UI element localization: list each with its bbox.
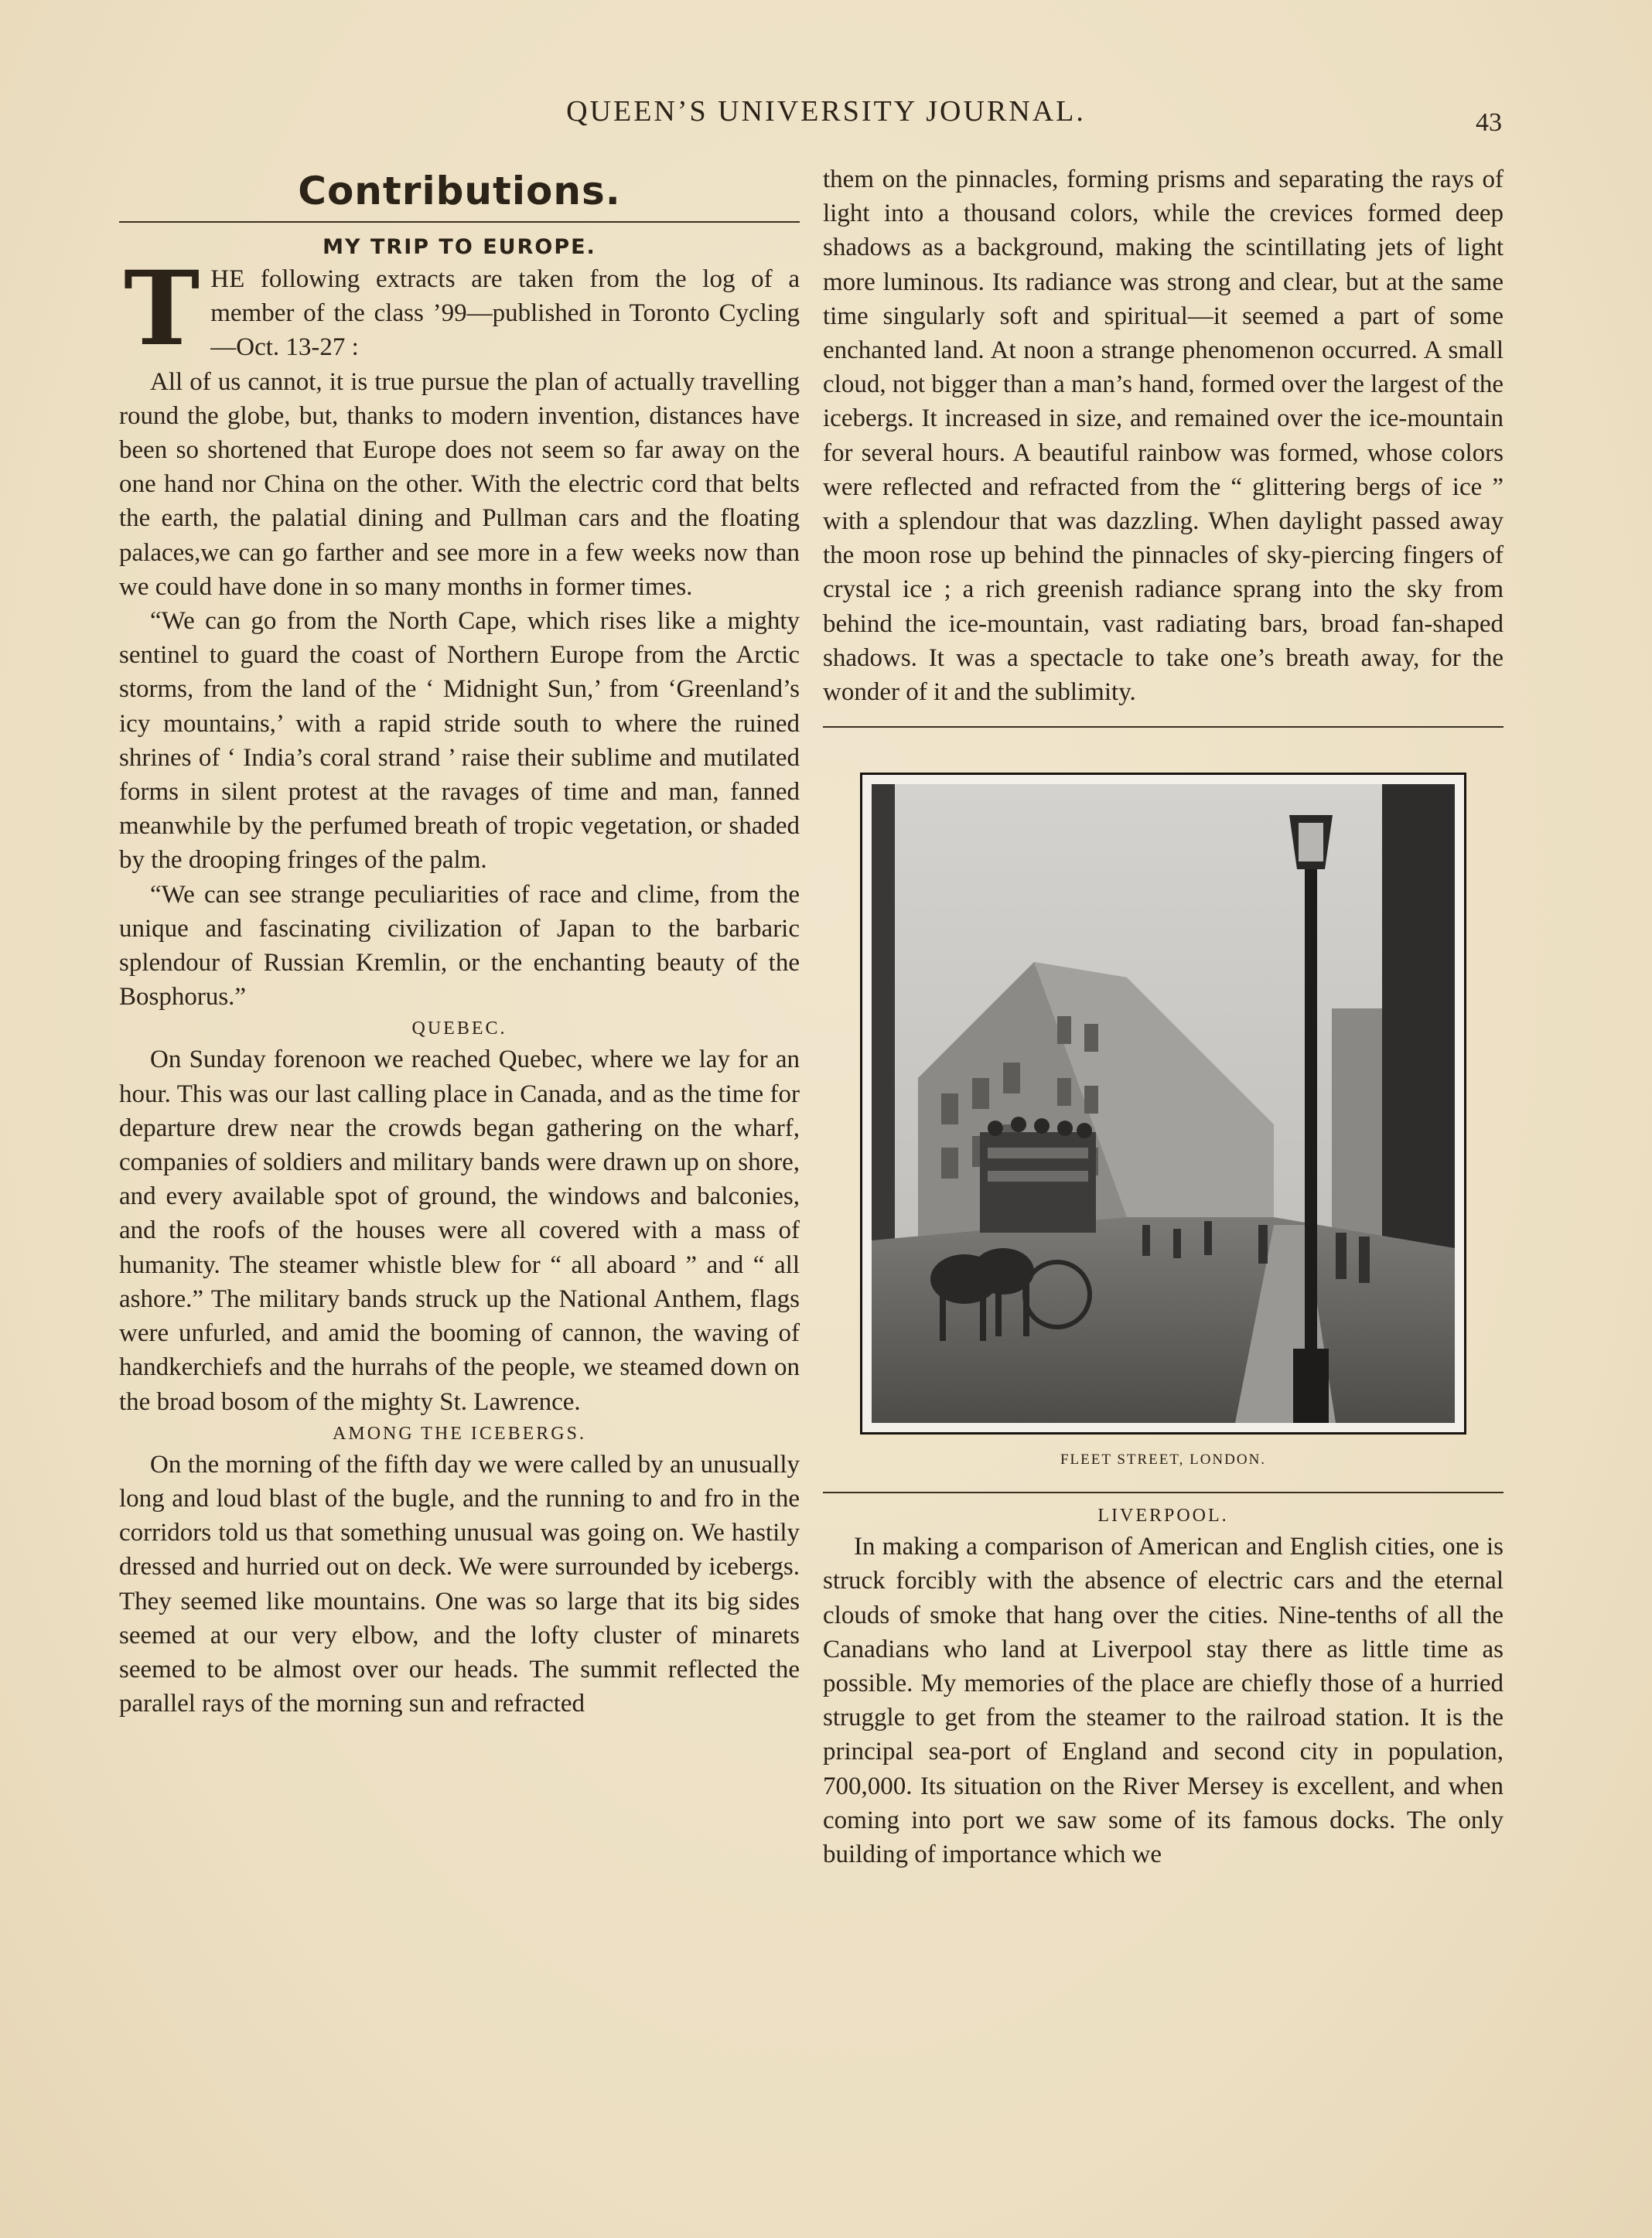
intro-paragraph [119,249,800,369]
drop-cap: T [124,249,200,369]
left-column [119,162,800,1721]
page-number: 43 [1476,108,1502,137]
quebec-paragraph: On Sunday forenoon we reached Quebec, where we lay for an hour. This was our last calling place in Canada, and as the time for departure drew near the crowds began gathering on the wharf, companies of soldiers and military bands were drawn up on shore, and every available spot of ground, the windows and balconies, and the roofs of the houses were all covered with a mass of humanity. The steamer whistle blew for “ all aboard ” and “ all ashore.” The military bands struck up the National Anthem, flags were unfurled, and amid the booming of cannon, the waving of handkerchiefs and the hurrahs of the people, we steamed down on the broad bosom of the mighty St. Lawrence. [119,1046,800,1416]
right-column [823,162,1504,1871]
photo-frame [860,773,1466,1435]
divider-rule-top [823,726,1504,728]
liverpool-paragraph: In making a comparison of American and English cities, one is struck forcibly with the absence of electric cars and the eternal clouds of smoke that hang over the cities. Nine-tenths of all the Canadians who land at Liverpool stay there as little time as possible. My memories of the place are chiefly those of a hurried struggle to get from the steamer to the railroad station. It is the principal sea-port of England and second city in population, 700,000. Its situation on the River Mersey is excellent, and when coming into port we saw some of its famous docks. The only building of importance which we [823,1533,1504,1869]
intro-text: HE following extracts are taken from the log of a member of the class ’99—published in Toronto Cycling—Oct. 13-27 : [210,265,800,362]
paragraph-1: All of us cannot, it is true pursue the plan of actually travelling round the globe, but, thanks to modern invention, distances have been so shortened that Europe does not seem so far away on the one hand nor China on the other. With the electric cord that belts the earth, the palatial dining and Pullman cars and the floating palaces,we can go farther and see more in a few weeks now than we could have done in so many months in former times. [119,367,800,601]
paragraph-2: “We can go from the North Cape, which rises like a mighty sentinel to guard the coast of Northern Europe from the Arctic storms, from the land of the ‘ Midnight Sun,’ from ‘Greenland’s icy mountains,’ with a rapid stride south to where the ruined shrines of ‘ India’s coral strand ’ raise their sublime and mutilated forms in silent protest at the ravages of time and man, fanned meanwhile by the perfumed breath of tropic vegetation, or shaded by the drooping fringes of the palm. [119,607,800,875]
article-title: MY TRIP TO EUROPE. [323,235,596,259]
photo-caption: FLEET STREET, LONDON. [1060,1452,1267,1469]
running-head: QUEEN’S UNIVERSITY JOURNAL. [566,95,1086,128]
icebergs-paragraph-right: them on the pinnacles, forming prisms and separating the rays of light into a thousand colors, while the crevices formed deep shadows as a background, making the scintillating jets of light more luminous. Its radiance was strong and clear, but at the same time singularly soft and spiritual—it seemed a part of some enchanted land. At noon a strange phenomenon occurred. A small cloud, not bigger than a man’s hand, formed over the largest of the icebergs. It increased in size, and remained over the ice-mountain for several hours. A beautiful rainbow was formed, whose colors were reflected and refracted from the “ glittering bergs of ice ” with a splendour that was dazzling. When daylight passed away the moon rose up behind the pinnacles of sky-piercing fingers of crystal ice ; a rich greenish radiance sprang into the sky from behind the ice-mountain, vast radiating bars, broad fan-shaped shadows. It was a spectacle to take one’s breath away, for the wonder of it and the sublimity. [823,165,1504,707]
paragraph-3: “We can see strange peculiarities of race and clime, from the unique and fascinating civilization of Japan to the barbaric splendour of Russian Kremlin, or the enchanting beauty of the Bosphorus.” [119,880,800,1012]
section-rule [119,221,800,223]
icebergs-heading: AMONG THE ICEBERGS. [333,1423,586,1444]
section-title: Contributions. [298,169,621,213]
divider-rule-bottom [823,1492,1504,1493]
quebec-heading: QUEBEC. [411,1018,507,1039]
fleet-street-photo [872,784,1455,1423]
icebergs-paragraph-left: On the morning of the fifth day we were called by an unusually long and loud blast of the bugle, and the running to and fro in the corridors told us that something unusual was going on. We hastily dressed and hurried out on deck. We were surrounded by icebergs. They seemed like mountains. One was so large that its big sides seemed at our very elbow, and the lofty cluster of minarets seemed to be almost over our heads. The summit reflected the parallel rays of the morning sun and refracted [119,1450,800,1718]
liverpool-heading: LIVERPOOL. [1097,1506,1229,1527]
